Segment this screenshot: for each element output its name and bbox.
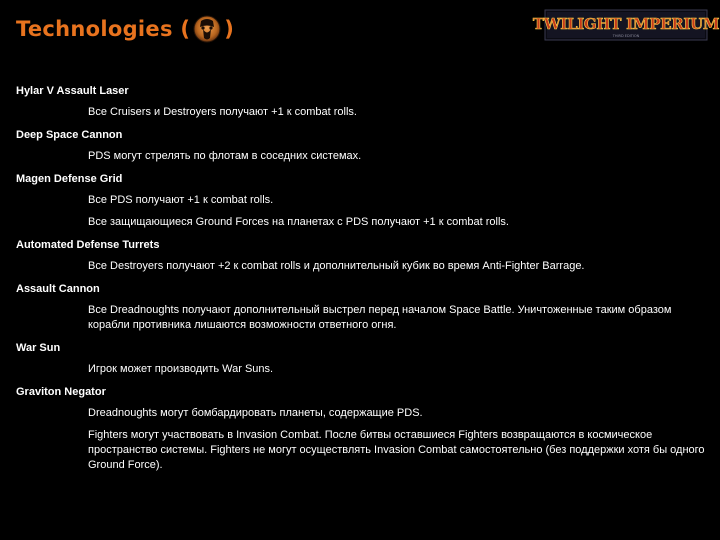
tech-name: Graviton Negator bbox=[16, 386, 106, 398]
tech-item bbox=[16, 83, 708, 120]
tech-name: Automated Defense Turrets bbox=[16, 239, 160, 251]
tech-item bbox=[16, 127, 708, 164]
tech-item bbox=[16, 340, 708, 377]
tech-description: Игрок может производить War Suns. bbox=[88, 363, 274, 375]
twilight-imperium-logo bbox=[532, 10, 720, 40]
tech-item bbox=[16, 281, 708, 333]
tech-description: Все PDS получают +1 к combat rolls. bbox=[88, 194, 274, 206]
tech-description: Все защищающиеся Ground Forces на планетах с PDS получают +1 к combat rolls. bbox=[88, 216, 509, 228]
tech-item bbox=[16, 384, 708, 473]
faction-emblem-icon bbox=[192, 14, 222, 44]
tech-list bbox=[16, 83, 708, 480]
tech-name: Assault Cannon bbox=[16, 283, 100, 295]
tech-name: Magen Defense Grid bbox=[16, 173, 123, 185]
title-text: Technologies bbox=[16, 17, 173, 41]
logo-text: TWILIGHT IMPERIUM bbox=[532, 15, 720, 33]
tech-description: Dreadnoughts могут бомбардировать планеты, содержащие PDS. bbox=[88, 407, 423, 419]
page-title bbox=[16, 14, 234, 44]
tech-name: Hylar V Assault Laser bbox=[16, 85, 129, 97]
tech-description: Все Destroyers получают +2 к combat rolls и дополнительный кубик во время Anti-Fighter Barrage. bbox=[88, 260, 585, 272]
title-paren-open: ( bbox=[180, 17, 191, 41]
tech-description: PDS могут стрелять по флотам в соседних системах. bbox=[88, 150, 362, 162]
logo-subtext: THIRD EDITION bbox=[612, 34, 640, 38]
tech-description: Fighters могут участвовать в Invasion Combat. После битвы оставшиеся Fighters возвращаются в космическое пространство системы. Fighters не могут осуществлять Invasion Combat самостоятельно (без поддержки хотя бы одного Ground Force). bbox=[88, 429, 705, 471]
tech-item bbox=[16, 171, 708, 230]
title-paren-close: ) bbox=[224, 17, 235, 41]
slide-header bbox=[0, 0, 720, 60]
tech-name: War Sun bbox=[16, 342, 61, 354]
tech-item bbox=[16, 237, 708, 274]
tech-name: Deep Space Cannon bbox=[16, 129, 123, 141]
tech-description: Все Dreadnoughts получают дополнительный выстрел перед началом Space Battle. Уничтоженные таким образом корабли противника лишаются возможности ответного огня. bbox=[88, 304, 672, 331]
tech-description: Все Cruisers и Destroyers получают +1 к combat rolls. bbox=[88, 106, 357, 118]
